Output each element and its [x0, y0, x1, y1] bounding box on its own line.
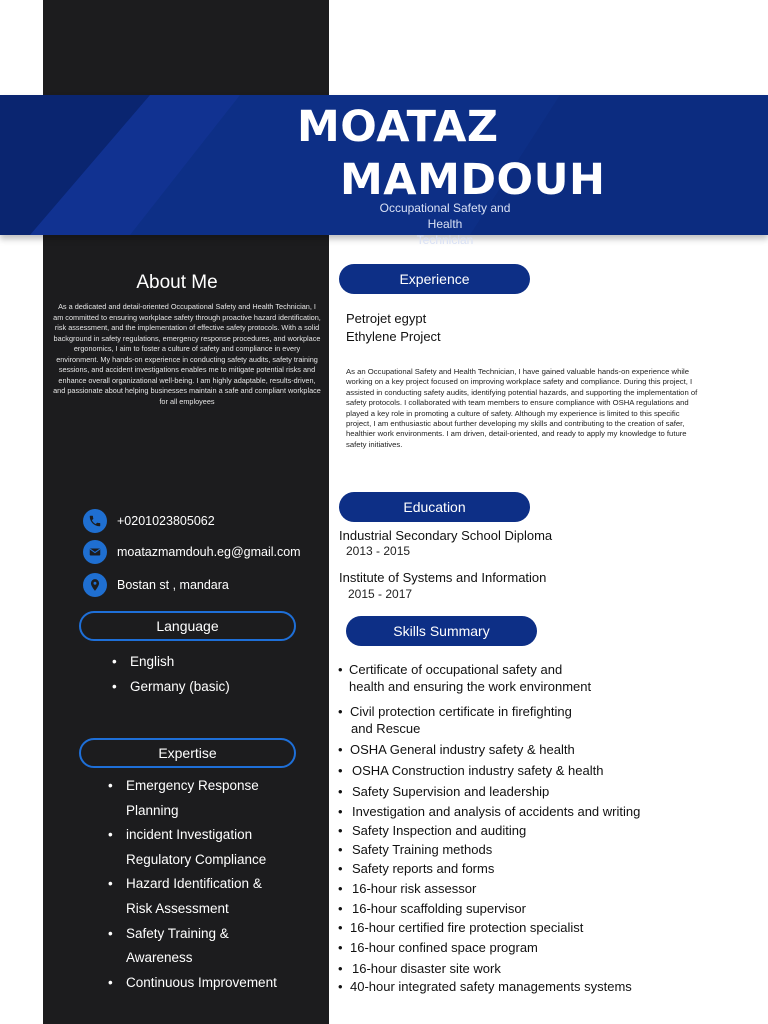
skill-item: • 16-hour certified fire protection specialist — [338, 920, 584, 935]
skill-item: • Safety Training methods — [338, 842, 493, 857]
contact-phone — [83, 509, 215, 533]
phone-number[interactable]: +0201023805062 — [117, 514, 215, 528]
expertise-item: • Continuous Improvement — [96, 971, 277, 996]
last-name: MAMDOUH — [340, 155, 606, 205]
expertise-item: • Emergency Response Planning — [96, 774, 277, 823]
language-item: • Germany (basic) — [100, 674, 230, 699]
expertise-list — [96, 774, 277, 995]
expertise-item: • Safety Training & Awareness — [96, 922, 277, 971]
skill-item: • 16-hour risk assessor — [338, 881, 477, 896]
first-name: MOATAZ — [297, 102, 499, 152]
about-text: As a dedicated and detail-oriented Occupational Safety and Health Technician, I am committed to ensuring workplace safety through proactive hazard identification, risk assessment, and the implementation of effective safety protocols. With a solid background in safety regulations, emergency response procedures, and workplace ergonomics, I aim to foster a culture of safety and compliance in every environment. My hands-on experience in conducting safety audits, safety training sessions, and accident investigations enables me to mitigate potential risks and enhance overall organizational well-being. I am highly adaptable, results-driven, and passionate about helping businesses maintain a safe and compliant workplace for all employees — [53, 302, 321, 406]
contact-address — [83, 573, 229, 597]
expertise-heading: Expertise — [79, 738, 296, 768]
location-pin-icon — [83, 573, 107, 597]
skill-item: • 16-hour disaster site work — [338, 961, 501, 976]
language-heading: Language — [79, 611, 296, 641]
experience-heading: Experience — [339, 264, 530, 294]
about-heading: About Me — [136, 272, 218, 293]
education-name: Institute of Systems and Information — [339, 570, 547, 585]
skill-item: • OSHA General industry safety & health — [338, 742, 575, 757]
education-heading: Education — [339, 492, 530, 522]
phone-icon — [83, 509, 107, 533]
skill-item: • 40-hour integrated safety managements systems — [338, 979, 632, 994]
experience-company-block — [346, 310, 441, 346]
experience-project: Ethylene Project — [346, 329, 441, 344]
address: Bostan st , mandara — [117, 578, 229, 592]
email-icon — [83, 540, 107, 564]
email-address[interactable]: moatazmamdouh.eg@gmail.com — [117, 545, 301, 559]
language-item: • English — [100, 649, 230, 674]
experience-description: As an Occupational Safety and Health Technician, I have gained valuable hands-on experience while working on a key project focused on improving workplace safety and compliance. During this project, I assisted in conducting safety audits, identifying potential hazards, and supporting the implementation of safety protocols. I collaborated with team members to ensure compliance with OSHA regulations and played a key role in promoting a culture of safety. Although my experience is limited to this specific project, I am enthusiastic about further developing my skills and contributing to the creation of safer, healthier work environments. I am driven, detail-oriented, and ready to apply my knowledge to future safety initiatives. — [346, 367, 698, 449]
skill-item: • Safety Supervision and leadership — [338, 784, 550, 799]
skill-item: • Safety reports and forms — [338, 861, 495, 876]
job-title — [365, 200, 525, 248]
language-list — [100, 649, 230, 699]
skills-heading: Skills Summary — [346, 616, 537, 646]
expertise-item: • Hazard Identification & Risk Assessment — [96, 872, 277, 921]
contact-email — [83, 540, 301, 564]
skill-item: • Investigation and analysis of accidents and writing — [338, 804, 641, 819]
skill-item: • Civil protection certificate in firefighting and Rescue — [338, 704, 572, 736]
skill-item: • 16-hour confined space program — [338, 940, 538, 955]
education-years: 2015 - 2017 — [348, 587, 413, 601]
skill-item: • Safety Inspection and auditing — [338, 823, 527, 838]
education-name: Industrial Secondary School Diploma — [339, 528, 553, 543]
job-title-line2: Technician — [416, 233, 474, 247]
expertise-item: • incident Investigation Regulatory Compliance — [96, 823, 277, 872]
skill-item: • Certificate of occupational safety and health and ensuring the work environment — [338, 662, 592, 694]
job-title-line1: Occupational Safety and Health — [379, 201, 511, 231]
skill-item: • OSHA Construction industry safety & health — [338, 763, 604, 778]
experience-company: Petrojet egypt — [346, 311, 427, 326]
education-years: 2013 - 2015 — [346, 544, 411, 558]
skill-item: • 16-hour scaffolding supervisor — [338, 901, 526, 916]
